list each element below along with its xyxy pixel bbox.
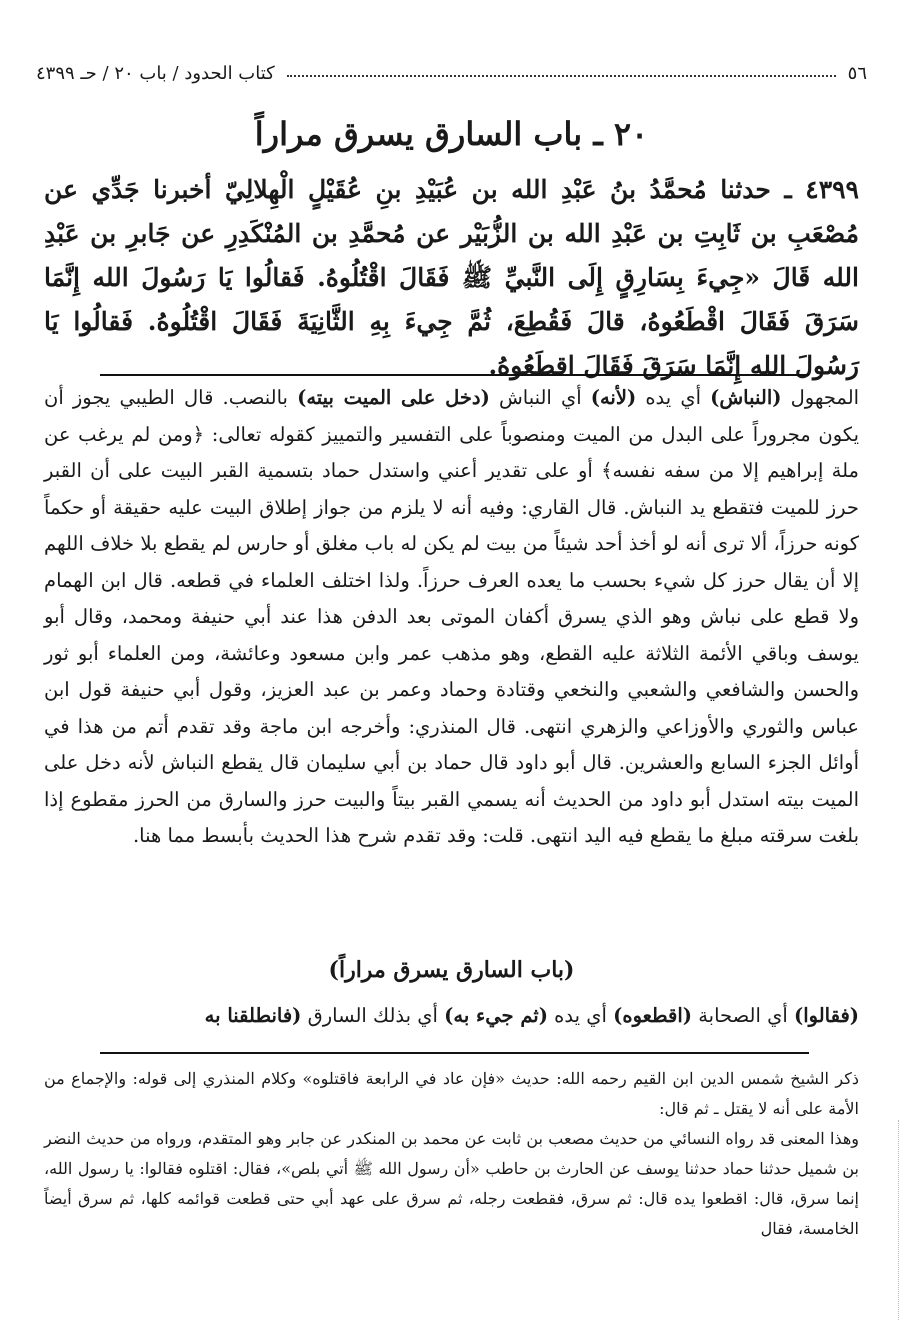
commentary-keyword: (دخل على الميت بيته) [297, 386, 490, 409]
commentary-text: أي الصحابة [698, 1004, 788, 1027]
commentary-text: أي بذلك السارق [307, 1004, 438, 1027]
commentary-keyword: (اقطعوه) [613, 1004, 693, 1027]
footnote-paragraph: وهذا المعنى قد رواه النسائي من حديث مصعب بن ثابت عن محمد بن المنكدر عن جابر وهو المتقدم، ورواه من حديث النضر بن شميل حدثنا حماد حدثنا يوسف عن الحارث بن حاطب «أن رسول الله ﷺ أتي بلص»، فقال: اقتلوه فقالوا: يا رسول الله، إنما سرق، قال: اقطعوا يده قال: ثم سرق، فقطعت رجله، ثم سرق على عهد أبي حتى قطعت قوائمه كلها، ثم سرق أيضاً الخامسة، فقال [44, 1129, 860, 1238]
running-header [36, 56, 867, 90]
sub-chapter-title: (باب السارق يسرق مراراً) [328, 957, 575, 983]
commentary-text: المجهول [790, 386, 860, 409]
sub-chapter-commentary [44, 998, 859, 1034]
commentary-text: أي يده [554, 1004, 607, 1027]
hadith-number: ٤٣٩٩ [805, 175, 859, 204]
section-reference: كتاب الحدود / باب ٢٠ / حـ ٤٣٩٩ [36, 62, 275, 84]
hadith-body: ـ حدثنا مُحمَّدُ بنُ عَبْدِ الله بن عُبَيْدِ بنِ عُقَيْلٍ الْهِلالِيّ أخبرنا جَدِّي عن مُصْعَبِ بن ثَابِتِ بن عَبْدِ الله بن الزُّبَيْر عن مُحمَّدِ بن المُنْكَدِرِ عن جَابرِ بن عَبْدِ الله قَالَ «جِيءَ بِسَارِقٍ إِلَى النَّبيِّ ﷺ فَقَالَ اقْتُلُوهُ. فَقالُوا يَا رَسُولَ الله إِنَّمَا سَرَقَ فَقَالَ اقْطَعُوهُ، قالَ فَقُطِعَ، ثُمَّ جِيءَ بِهِ الثَّانِيَةَ فَقَالَ اقْتُلُوهُ. فَقالُوا يَا رَسُولَ الله إِنَّمَا سَرَقَ فَقَالَ اقطَعُوهُ. [44, 175, 860, 380]
header-dotted-leader [287, 75, 836, 77]
commentary [44, 380, 859, 855]
footnote-paragraph: ذكر الشيخ شمس الدين ابن القيم رحمه الله: حديث «فإن عاد في الرابعة فاقتلوه» وكلام المنذري إلى قوله: والإجماع من الأمة على أنه لا يقتل ـ ثم قال: [44, 1069, 859, 1118]
commentary-keyword: (لأنه) [590, 386, 637, 409]
scan-margin-mark [896, 1120, 899, 1320]
commentary-keyword: (ثم جيء به) [444, 1004, 548, 1027]
commentary-text: أي يده [645, 386, 702, 409]
chapter-title: ٢٠ ـ باب السارق يسرق مراراً [254, 115, 649, 153]
hadith-text [44, 168, 859, 388]
commentary-text: أي النباش [498, 386, 582, 409]
main-separator-rule [100, 374, 809, 376]
footnote [44, 1064, 859, 1244]
commentary-keyword: (النباش) [710, 386, 782, 409]
commentary-keyword: (فانطلقنا به [204, 1004, 302, 1027]
commentary-keyword: (فقالوا) [793, 1004, 859, 1027]
commentary-text: بالنصب. قال الطيبي يجوز أن يكون مجروراً على البدل من الميت ومنصوباً على التفسير والتمييز كقوله تعالى: ﴿ومن لم يرغب عن ملة إبراهيم إلا من سفه نفسه﴾ أو على تقدير أعني واستدل حماد بتسمية القبر البيت على أن القبر حرز للميت فتقطع يد النباش. قال القاري: وفيه أنه لا يلزم من جواز إطلاق البيت عليه حقيقة أو حكماً كونه حرزاً، ألا ترى أنه لو أخذ أحد شيئاً من بيت لم يكن له باب مغلق أو حارس لم يقطع بلا خلاف اللهم إلا أن يقال حرز كل شيء بحسب ما يعده العرف حرزاً. ولذا اختلف العلماء في قطعه. قال ابن الهمام ولا قطع على نباش وهو الذي يسرق أكفان الموتى بعد الدفن هذا عند أبي حنيفة ومحمد، وقال أبو يوسف وباقي الأئمة الثلاثة عليه القطع، وهو مذهب عمر وابن مسعود وعائشة، ومن العلماء أبو ثور والحسن والشافعي والشعبي والنخعي وقتادة وحماد وعمر بن عبد العزيز، وقول أبي حنيفة قول ابن عباس والثوري والأوزاعي والزهري انتهى. قال المنذري: وأخرجه ابن ماجة وقد تقدم أتم من هذا في أوائل الجزء السابع والعشرين. قال أبو داود قال حماد بن أبي سليمان قال يقطع النباش لأنه دخل على الميت بيته استدل أبو داود من الحديث أنه يسمي القبر بيتاً والبيت حرز والسارق من الحرز مقطوع إذا بلغت سرقته مبلغ ما يقطع فيه اليد انتهى. قلت: وقد تقدم شرح هذا الحديث بأبسط مما هنا. [44, 386, 859, 847]
footnote-separator-rule [100, 1052, 809, 1054]
page-number: ٥٦ [847, 62, 867, 84]
